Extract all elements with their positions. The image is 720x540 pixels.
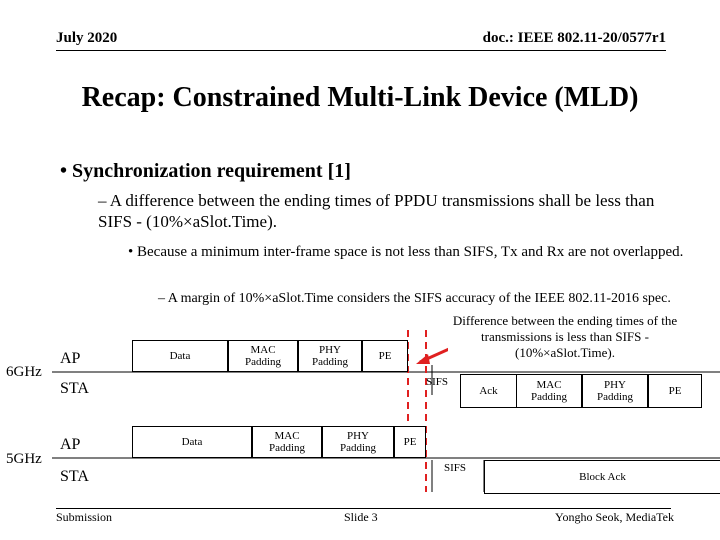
data-field-6ghz: Data [132,340,228,372]
bullet-level2: – A difference between the ending times of PPDU transmissions shall be less than SIFS - (10%×aSlot.Time). [98,191,655,231]
mac-padding-ack-6ghz: MAC Padding [516,374,582,408]
mac-padding-6ghz: MAC Padding [228,340,298,372]
footer-submission: Submission [56,510,113,524]
slide-title: Recap: Constrained Multi-Link Device (MLD) [81,82,639,113]
phy-padding-ack-6ghz: PHY Padding [582,374,648,408]
band-label-5ghz: 5GHz [6,451,42,467]
pe-5ghz: PE [394,426,426,458]
sifs-label-5ghz: SIFS [444,462,467,474]
ack-field-6ghz: Ack [460,374,516,408]
callout-text: Difference between the ending times of the transmissions is less than SIFS - (10%×aSlot.Time). [448,313,682,361]
callout-arrowhead [416,354,430,364]
header-doc-id: doc.: IEEE 802.11-20/0577r1 [482,30,666,46]
data-field-5ghz: Data [132,426,252,458]
sifs-label-6ghz: SIFS [426,376,449,388]
block-ack-field-5ghz: Block Ack [484,460,720,494]
row-label-sta-6ghz: STA [60,380,89,397]
phy-padding-5ghz: PHY Padding [322,426,394,458]
row-label-ap-6ghz: AP [60,350,81,367]
pe-ack-6ghz: PE [648,374,702,408]
pe-6ghz: PE [362,340,408,372]
row-label-ap-5ghz: AP [60,436,81,453]
band-label-6ghz: 6GHz [6,364,42,380]
footer-rule [56,508,671,509]
mac-padding-5ghz: MAC Padding [252,426,322,458]
footer-author: Yongho Seok, MediaTek [555,510,674,524]
phy-padding-6ghz: PHY Padding [298,340,362,372]
row-label-sta-5ghz: STA [60,468,89,485]
bullet-level1: • Synchronization requirement [1] [60,160,351,182]
header-date: July 2020 [56,30,118,46]
bullet-level4: – A margin of 10%×aSlot.Time considers the SIFS accuracy of the IEEE 802.11-2016 spec. [158,291,671,306]
footer-slide-number: Slide 3 [344,510,378,524]
bullet-level3: • Because a minimum inter-frame space is not less than SIFS, Tx and Rx are not overlapped. [128,244,684,260]
